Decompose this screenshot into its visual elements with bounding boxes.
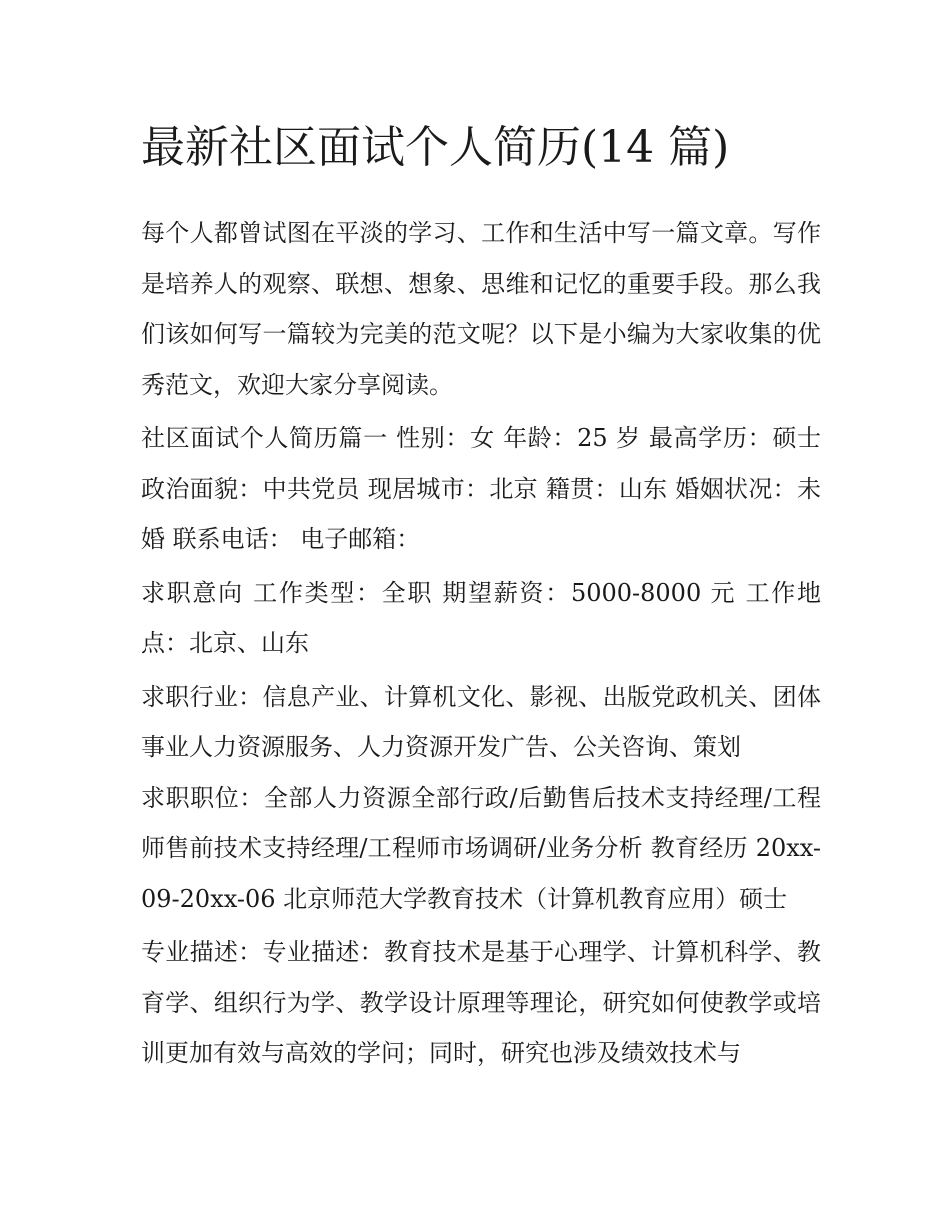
personal-info-paragraph: 社区面试个人简历篇一 性别：女 年龄：25 岁 最高学历：硕士政治面貌：中共党员 现居城市：北京 籍贯：山东 婚姻状况：未婚 联系电话： 电子邮箱： (141, 424, 821, 553)
job-industry-paragraph: 求职行业：信息产业、计算机文化、影视、出版党政机关、团体事业人力资源服务、人力资源开发广告、公关咨询、策划 (141, 682, 821, 761)
document-title: 最新社区面试个人简历(14 篇) (141, 122, 730, 173)
intro-paragraph: 每个人都曾试图在平淡的学习、工作和生活中写一篇文章。写作是培养人的观察、联想、想象、思维和记忆的重要手段。那么我们该如何写一篇较为完美的范文呢？以下是小编为大家收集的优秀范文，欢迎大家分享阅读。 (141, 219, 821, 399)
job-position-education-paragraph: 求职职位：全部人力资源全部行政/后勤售后技术支持经理/工程师售前技术支持经理/工程师市场调研/业务分析 教育经历 20xx-09-20xx-06 北京师范大学教育技术（计算机教育应用）硕士 (141, 783, 821, 913)
document-body (141, 112, 821, 1079)
major-description-paragraph: 专业描述：专业描述：教育技术是基于心理学、计算机科学、教育学、组织行为学、教学设计原理等理论，研究如何使教学或培训更加有效与高效的学问；同时，研究也涉及绩效技术与 (141, 938, 821, 1067)
job-intention-paragraph: 求职意向 工作类型：全职 期望薪资：5000-8000 元 工作地点：北京、山东 (141, 578, 821, 657)
